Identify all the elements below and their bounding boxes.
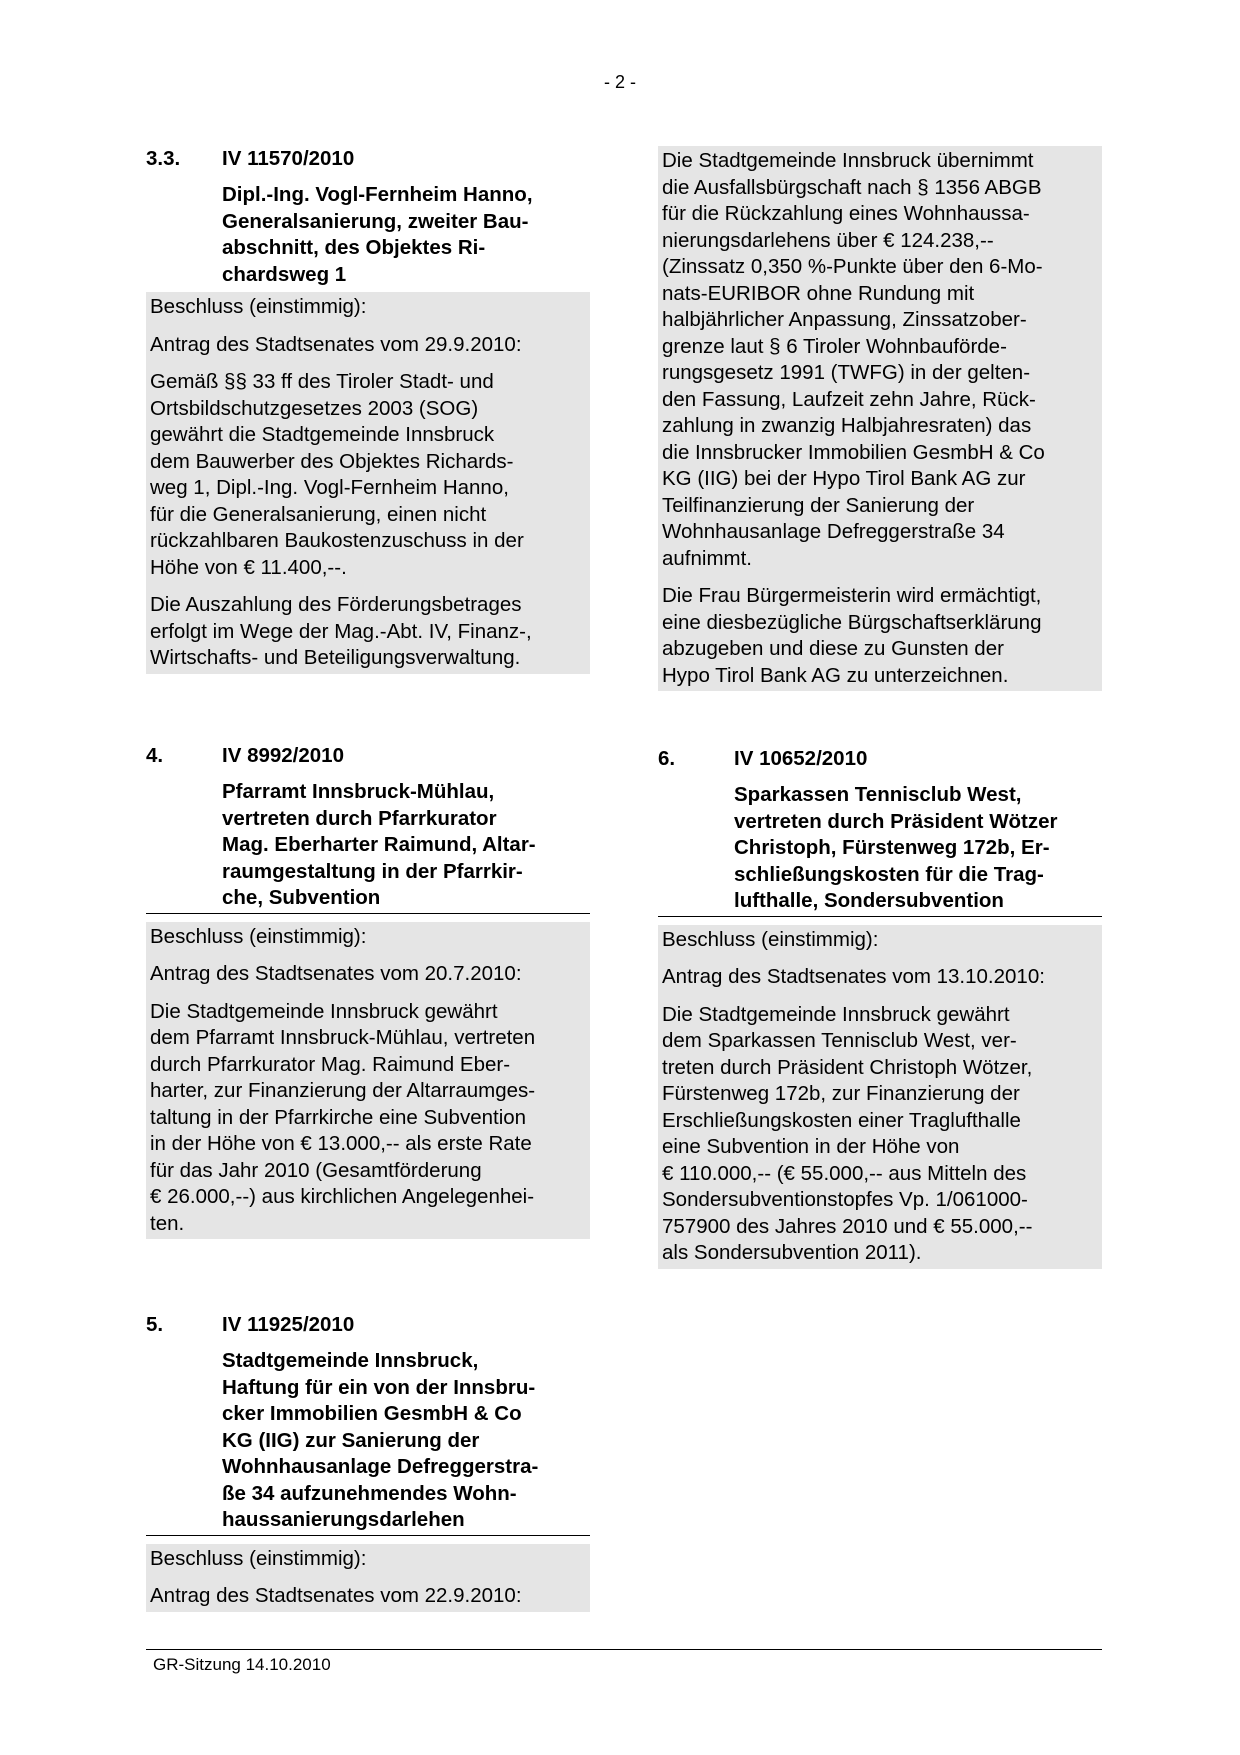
item-5-continuation — [658, 146, 1102, 691]
resolution-text: Die Stadtgemeinde Innsbruck gewährt dem Pfarramt Innsbruck-Mühlau, vertreten durch Pfarrkurator Mag. Raimund Eber- harter, zur Finanzierung der Altarraumges- taltung in der Pfarrkirche eine Subvention in der Höhe von € 13.000,-- als erste Rate für das Jahr 2010 (Gesamtförderung € 26.000,--) aus kirchlichen Angelegenhei- ten. — [150, 999, 536, 1235]
motion-label: Antrag des Stadtsenates vom 20.7.2010: — [150, 962, 522, 985]
resolution-block — [146, 1544, 590, 1612]
motion-label: Antrag des Stadtsenates vom 22.9.2010: — [150, 1584, 522, 1607]
item-header — [146, 743, 590, 769]
item-title-rule — [146, 779, 590, 914]
resolution-block — [146, 922, 590, 1240]
item-number: 5. — [146, 1313, 164, 1336]
item-3-3 — [146, 146, 590, 674]
item-6 — [658, 746, 1102, 1269]
item-title-rule — [146, 1348, 590, 1536]
item-header — [146, 146, 590, 172]
resolution-label: Beschluss (einstimmig): — [662, 927, 879, 951]
resolution-label: Beschluss (einstimmig): — [150, 1546, 367, 1570]
page-number: - 2 - — [603, 72, 636, 92]
resolution-block — [146, 292, 590, 674]
motion-label: Antrag des Stadtsenates vom 29.9.2010: — [150, 332, 522, 356]
motion-label: Antrag des Stadtsenates vom 13.10.2010: — [662, 965, 1045, 988]
resolution-text: Die Stadtgemeinde Innsbruck übernimmt die Ausfallsbürgschaft nach § 1356 ABGB für die Rückzahlung eines Wohnhaussa- nierungsdarlehens über € 124.238,-- (Zinssatz 0,350 %-Punkte über den 6-Mo- nats-EURIBOR ohne Rundung mit halbjährlicher Anpassung, Zinssatzober- grenze laut § 6 Tiroler Wohnbauförde- rungsgesetz 1991 (TWFG) in der gelten- den Fassung, Laufzeit zehn Jahre, Rück- zahlung in zwanzig Halbjahresraten) das die Innsbrucker Immobilien GesmbH & Co KG (IIG) bei der Hypo Tirol Bank AG zur Teilfinanzierung der Sanierung der Wohnhausanlage Defreggerstraße 34 aufnimmt. — [662, 149, 1045, 570]
resolution-label: Beschluss (einstimmig): — [150, 295, 367, 318]
resolution-block — [658, 146, 1102, 691]
item-header — [146, 1312, 590, 1338]
resolution-text-2: Die Auszahlung des Förderungsbetrages erfolgt im Wege der Mag.-Abt. IV, Finanz-, Wirtschafts- und Beteiligungsverwaltung. — [150, 593, 532, 669]
item-title: Sparkassen Tennisclub West, vertreten durch Präsident Wötzer Christoph, Fürstenweg 172b, Er- schließungskosten für die Trag- lufthalle, Sondersubvention — [734, 783, 1058, 912]
item-title-rule — [658, 782, 1102, 917]
item-title: Stadtgemeinde Innsbruck, Haftung für ein von der Innsbru- cker Immobilien GesmbH & Co KG (IIG) zur Sanierung der Wohnhausanlage Defreggerstra- ße 34 aufzunehmendes Wohn- haussanierungsdarlehen — [222, 1349, 539, 1531]
item-reference: IV 11570/2010 — [222, 147, 355, 170]
item-reference: IV 11925/2010 — [222, 1313, 355, 1336]
resolution-text: Die Stadtgemeinde Innsbruck gewährt dem Sparkassen Tennisclub West, ver- treten durch Präsident Christoph Wötzer, Fürstenweg 172b, zur Finanzierung der Erschließungskosten einer Traglufthalle eine Subvention in der Höhe von € 110.000,-- (€ 55.000,-- aus Mitteln des Sondersubventionstopfes Vp. 1/061000- 757900 des Jahres 2010 und € 55.000,-- als Sondersubvention 2011). — [662, 1002, 1033, 1264]
item-reference: IV 10652/2010 — [734, 747, 868, 770]
resolution-text: Gemäß §§ 33 ff des Tiroler Stadt- und Ortsbildschutzgesetzes 2003 (SOG) gewährt die Stadtgemeinde Innsbruck dem Bauwerber des Objektes Richards- weg 1, Dipl.-Ing. Vogl-Fernheim Hanno, für die Generalsanierung, einen nicht rückzahlbaren Baukostenzuschuss in der Höhe von € 11.400,--. — [150, 370, 524, 579]
item-5 — [146, 1312, 590, 1612]
item-number: 4. — [146, 744, 164, 767]
resolution-label: Beschluss (einstimmig): — [150, 924, 367, 948]
item-reference: IV 8992/2010 — [222, 744, 344, 767]
item-header — [658, 746, 1102, 772]
resolution-text-2: Die Frau Bürgermeisterin wird ermächtigt, eine diesbezügliche Bürgschaftserklärung abzugeben und diese zu Gunsten der Hypo Tirol Bank AG zu unterzeichnen. — [662, 584, 1042, 687]
item-title: Pfarramt Innsbruck-Mühlau, vertreten durch Pfarrkurator Mag. Eberharter Raimund, Altar- raumgestaltung in der Pfarrkir- che, Subvention — [222, 780, 536, 909]
resolution-block — [658, 925, 1102, 1269]
footer-session-label: GR-Sitzung 14.10.2010 — [153, 1655, 331, 1674]
item-title: Dipl.-Ing. Vogl-Fernheim Hanno, Generalsanierung, zweiter Bau- abschnitt, des Objektes Ri- chardsweg 1 — [222, 183, 533, 286]
item-number: 6. — [658, 747, 676, 770]
footer-divider — [146, 1649, 1102, 1650]
item-number: 3.3. — [146, 147, 181, 170]
item-4 — [146, 743, 590, 1239]
